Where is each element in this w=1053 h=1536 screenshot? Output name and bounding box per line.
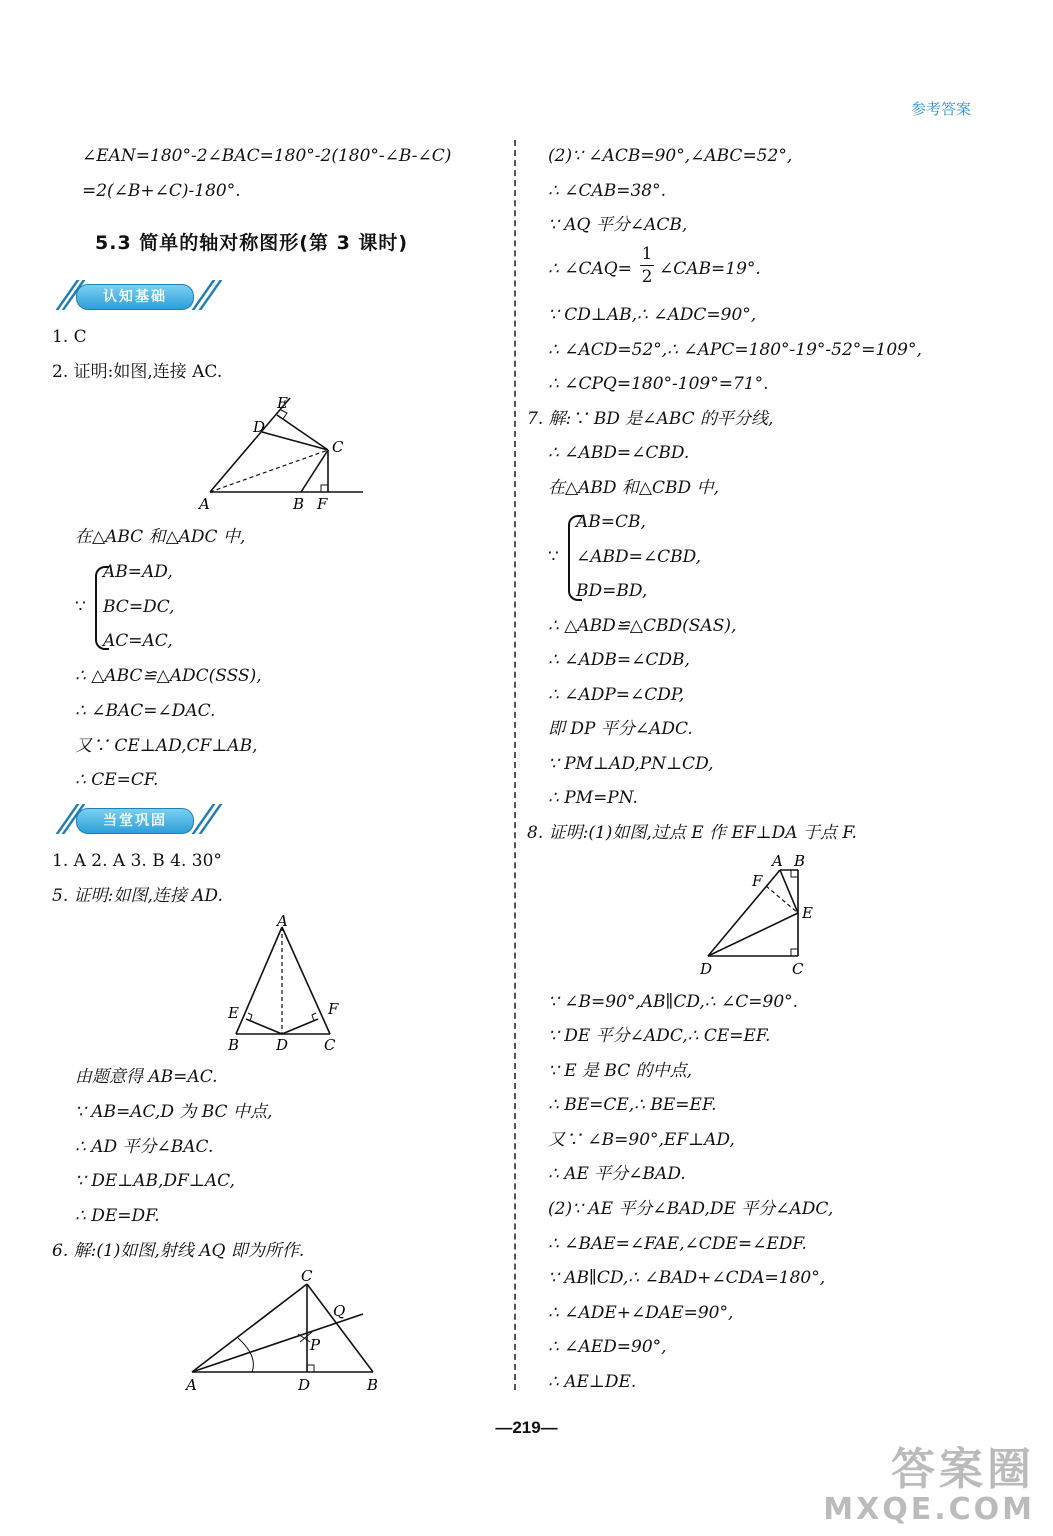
banner-label: 认知基础 bbox=[103, 289, 167, 305]
point-label: B bbox=[367, 1376, 379, 1394]
text-line: AB=AD, bbox=[103, 562, 173, 582]
text-line: ∴ AE 平分∠BAD. bbox=[548, 1164, 686, 1184]
text-line: ∴ ∠ACD=52°,∴ ∠APC=180°-19°-52°=109°, bbox=[548, 340, 922, 360]
header-label: 参考答案 bbox=[910, 101, 971, 118]
text-line: BD=BD, bbox=[576, 581, 648, 601]
text-line: ∴ AD 平分∠BAC. bbox=[75, 1137, 214, 1157]
answer-line: 1. C bbox=[52, 327, 87, 347]
watermark-logo: 答案圈 bbox=[891, 1444, 1035, 1495]
text-line: ∴ ∠BAC=∠DAC. bbox=[75, 701, 216, 721]
point-label: D bbox=[253, 418, 266, 436]
point-label: B bbox=[228, 1036, 240, 1054]
banner-label: 当堂巩固 bbox=[103, 813, 167, 829]
column-divider bbox=[514, 140, 516, 1390]
page-number: —219— bbox=[495, 1418, 558, 1437]
point-label: C bbox=[324, 1036, 336, 1054]
text-line: ∴ ∠CAB=38°. bbox=[548, 181, 667, 201]
point-label: C bbox=[301, 1267, 313, 1285]
question-line: 5. 证明:如图,连接 AD. bbox=[52, 886, 223, 906]
text-line: 在△ABC 和△ADC 中, bbox=[75, 527, 246, 547]
question-line: 7. 解:∵ BD 是∠ABC 的平分线, bbox=[527, 409, 774, 429]
text-line: ∴ PM=PN. bbox=[548, 788, 638, 808]
point-label: F bbox=[317, 495, 328, 513]
text-line: 由题意得 AB=AC. bbox=[75, 1067, 218, 1087]
text-line: AC=AC, bbox=[103, 631, 173, 651]
text-line: =2(∠B+∠C)-180°. bbox=[82, 181, 241, 201]
point-label: P bbox=[310, 1336, 321, 1354]
banner-basics bbox=[52, 282, 222, 314]
point-label: E bbox=[228, 1004, 239, 1022]
text-line: ∵ ∠B=90°,AB∥CD,∴ ∠C=90°. bbox=[548, 992, 799, 1012]
text-line: ∵ E 是 BC 的中点, bbox=[548, 1061, 693, 1081]
fraction-denominator: 2 bbox=[641, 267, 653, 287]
text-line: ∴ ∠CPQ=180°-109°=71°. bbox=[548, 374, 769, 394]
point-label: A bbox=[186, 1376, 197, 1394]
question-line: 2. 证明:如图,连接 AC. bbox=[52, 362, 223, 382]
point-label: A bbox=[772, 852, 783, 870]
text-line: ∵ AB∥CD,∴ ∠BAD+∠CDA=180°, bbox=[548, 1268, 826, 1288]
text-line: ∵ DE 平分∠ADC,∴ CE=EF. bbox=[548, 1026, 771, 1046]
text-line: ∴ ∠ABD=∠CBD. bbox=[548, 443, 690, 463]
figure-q2 bbox=[195, 390, 370, 515]
text-line: ∠CAB=19°. bbox=[659, 259, 761, 279]
point-label: F bbox=[328, 1000, 339, 1018]
text-line: ∵ AQ 平分∠ACB, bbox=[548, 215, 688, 235]
text-line: ∵ DE⊥AB,DF⊥AC, bbox=[75, 1171, 235, 1191]
point-label: C bbox=[792, 960, 804, 978]
point-label: D bbox=[700, 960, 713, 978]
point-label: A bbox=[199, 495, 210, 513]
text-line: BC=DC, bbox=[103, 597, 175, 617]
text-line: ∴ ∠ADP=∠CDP, bbox=[548, 685, 685, 705]
text-line: ∴ ∠ADE+∠DAE=90°, bbox=[548, 1303, 734, 1323]
text-line: ∴ ∠AED=90°, bbox=[548, 1337, 667, 1357]
point-label: D bbox=[276, 1036, 289, 1054]
text-line: 又∵ CE⊥AD,CF⊥AB, bbox=[75, 736, 258, 756]
text-line: (2)∵ AE 平分∠BAD,DE 平分∠ADC, bbox=[548, 1199, 834, 1219]
point-label: Q bbox=[333, 1302, 346, 1320]
text-line: ∴ AE⊥DE. bbox=[548, 1372, 637, 1392]
because-symbol: ∵ bbox=[548, 547, 559, 567]
watermark-url: MXQE.COM bbox=[823, 1492, 1035, 1527]
point-label: C bbox=[332, 438, 344, 456]
text-line: ∴ ∠BAE=∠FAE,∠CDE=∠EDF. bbox=[548, 1234, 807, 1254]
point-label: E bbox=[277, 394, 288, 412]
text-line: 即 DP 平分∠ADC. bbox=[548, 719, 693, 739]
text-line: ∴ ∠CAQ= bbox=[548, 259, 632, 279]
text-line: ∵ AB=AC,D 为 BC 中点, bbox=[75, 1102, 273, 1122]
text-line: (2)∵ ∠ACB=90°,∠ABC=52°, bbox=[548, 146, 793, 166]
fraction-numerator: 1 bbox=[641, 244, 653, 264]
text-line: ∴ BE=CE,∴ BE=EF. bbox=[548, 1095, 717, 1115]
point-label: B bbox=[794, 852, 806, 870]
text-line: ∴ DE=DF. bbox=[75, 1206, 160, 1226]
fraction bbox=[640, 244, 654, 287]
text-line: ∴ △ABC≌△ADC(SSS), bbox=[75, 666, 262, 686]
text-line: ∠EAN=180°-2∠BAC=180°-2(180°-∠B-∠C) bbox=[82, 146, 452, 166]
text-line: ∴ ∠ADB=∠CDB, bbox=[548, 650, 690, 670]
point-label: B bbox=[293, 495, 305, 513]
text-line: ∴ △ABD≌△CBD(SAS), bbox=[548, 616, 737, 636]
point-label: D bbox=[298, 1376, 311, 1394]
banner-practice bbox=[52, 806, 222, 838]
point-label: E bbox=[802, 904, 813, 922]
text-line: ∵ CD⊥AB,∴ ∠ADC=90°, bbox=[548, 305, 757, 325]
figure-q5 bbox=[222, 912, 347, 1057]
text-line: AB=CB, bbox=[576, 512, 646, 532]
text-line: ∴ CE=CF. bbox=[75, 770, 159, 790]
text-line: 又∵ ∠B=90°,EF⊥AD, bbox=[548, 1130, 735, 1150]
fraction-bar bbox=[640, 265, 654, 266]
text-line: ∵ PM⊥AD,PN⊥CD, bbox=[548, 754, 714, 774]
question-line: 8. 证明:(1)如图,过点 E 作 EF⊥DA 于点 F. bbox=[527, 823, 857, 843]
text-line: 在△ABD 和△CBD 中, bbox=[548, 478, 719, 498]
text-line: ∠ABD=∠CBD, bbox=[576, 547, 702, 567]
question-line: 6. 解:(1)如图,射线 AQ 即为所作. bbox=[52, 1241, 305, 1261]
watermark bbox=[823, 1446, 1035, 1526]
answer-line: 1. A 2. A 3. B 4. 30° bbox=[52, 851, 222, 871]
point-label: F bbox=[752, 872, 763, 890]
because-symbol: ∵ bbox=[75, 597, 86, 617]
point-label: A bbox=[277, 912, 288, 930]
figure-q6 bbox=[180, 1264, 400, 1396]
figure-q8 bbox=[694, 848, 824, 980]
section-title: 5.3 简单的轴对称图形(第 3 课时) bbox=[95, 232, 409, 254]
